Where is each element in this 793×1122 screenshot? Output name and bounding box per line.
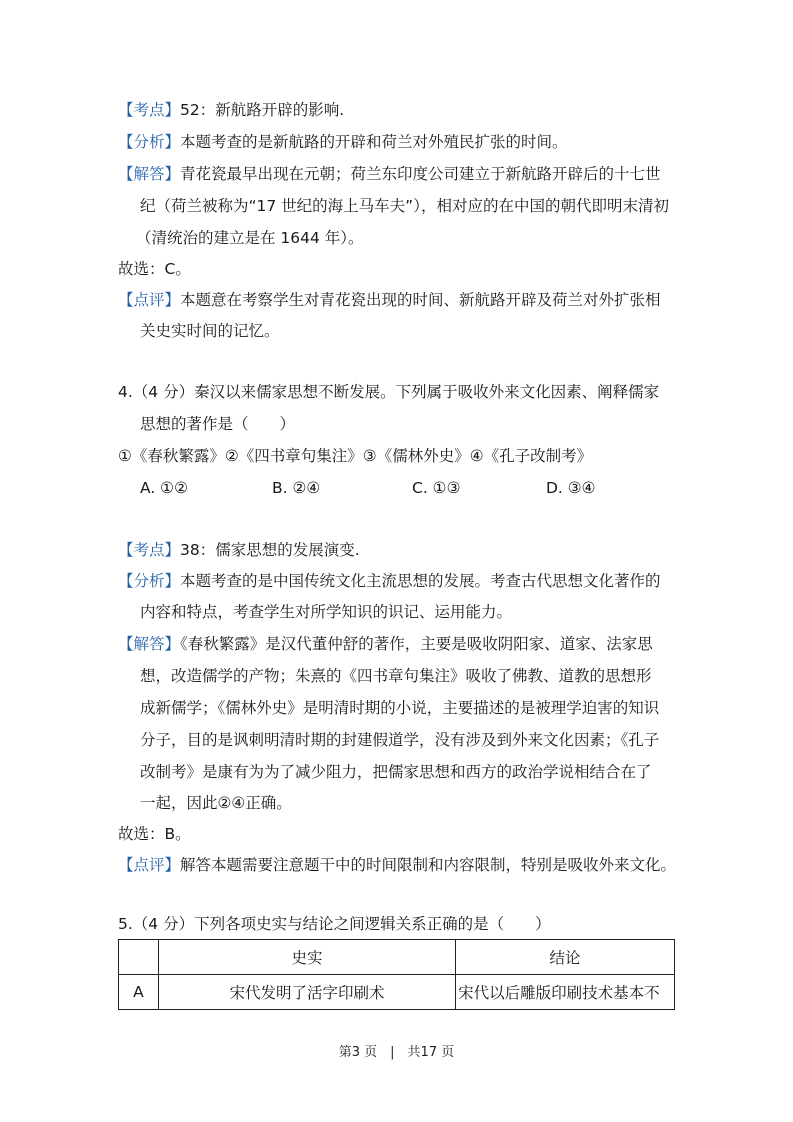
- dianping-tag: 【点评】: [118, 291, 181, 309]
- q4-jieda: 【解答】《春秋繁露》是汉代董仲舒的著作，主要是吸收阴阳家、道家、法家思: [118, 635, 653, 653]
- kaodian-tag: 【考点】: [118, 541, 181, 559]
- q4-jieda-line-4: 分子，目的是讽刺明清时期的封建假道学，没有涉及到外来文化因素；《孔子: [140, 731, 660, 749]
- dianping-tag: 【点评】: [118, 856, 181, 874]
- page-footer: 第3 页 | 共17 页: [338, 1045, 455, 1060]
- q4-option-d: D. ③④: [546, 479, 596, 497]
- fenxi-tag: 【分析】: [118, 133, 181, 151]
- table-header-cell: 史实: [158, 940, 455, 975]
- q3-jieda-line-2: 纪（荷兰被称为“17 世纪的海上马车夫”），相对应的在中国的朝代即明末清初: [140, 197, 669, 215]
- q4-jieda-line-6: 一起，因此②④正确。: [140, 794, 292, 812]
- q3-dianping-line-2: 关史实时间的记忆。: [140, 322, 280, 340]
- table-cell: 宋代以后雕版印刷技术基本不: [456, 975, 675, 1010]
- q4-fenxi: 【分析】本题考查的是中国传统文化主流思想的发展。考查古代思想文化著作的: [118, 572, 661, 590]
- fenxi-tag: 【分析】: [118, 572, 181, 590]
- table-cell: A: [119, 975, 159, 1010]
- jieda-tag: 【解答】: [118, 165, 181, 183]
- table-header-cell: 结论: [456, 940, 675, 975]
- table-row: [119, 975, 675, 1010]
- q4-jieda-line-5: 改制考》是康有为为了减少阻力，把儒家思想和西方的政治学说相结合在了: [140, 763, 652, 781]
- q4-dianping: 【点评】解答本题需要注意题干中的时间限制和内容限制，特别是吸收外来文化。: [118, 856, 677, 874]
- q4-fenxi-line-2: 内容和特点，考查学生对所学知识的识记、运用能力。: [140, 603, 513, 621]
- q4-option-a: A. ①②: [140, 479, 188, 497]
- q4-option-c: C. ①③: [412, 479, 461, 497]
- jieda-tag: 【解答】: [118, 635, 181, 653]
- q3-fenxi: 【分析】本题考查的是新航路的开辟和荷兰对外殖民扩张的时间。: [118, 133, 568, 151]
- q4-answer: 故选：B。: [118, 825, 191, 843]
- q3-jieda-line-3: （清统治的建立是在 1644 年）。: [136, 229, 364, 247]
- q4-option-b: B. ②④: [272, 479, 321, 497]
- q4-stem: 4.（4 分）秦汉以来儒家思想不断发展。下列属于吸收外来文化因素、阐释儒家: [118, 383, 660, 401]
- q3-dianping: 【点评】本题意在考察学生对青花瓷出现的时间、新航路开辟及荷兰对外扩张相: [118, 291, 661, 309]
- q4-jieda-line-3: 成新儒学；《儒林外史》是明清时期的小说，主要描述的是被理学迫害的知识: [140, 699, 660, 717]
- table-header-row: [119, 940, 675, 975]
- table-cell: 宋代发明了活字印刷术: [158, 975, 455, 1010]
- table-header-cell: [119, 940, 159, 975]
- q5-table: [118, 939, 675, 1010]
- q3-kaodian: 【考点】52：新航路开辟的影响.: [118, 101, 345, 119]
- q4-jieda-line-2: 想，改造儒学的产物；朱熹的《四书章句集注》吸收了佛教、道教的思想形: [140, 667, 652, 685]
- q4-items: ①《春秋繁露》②《四书章句集注》③《儒林外史》④《孔子改制考》: [118, 447, 593, 465]
- kaodian-tag: 【考点】: [118, 101, 181, 119]
- q3-answer: 故选：C。: [118, 260, 191, 278]
- q4-kaodian: 【考点】38：儒家思想的发展演变.: [118, 541, 360, 559]
- q5-stem: 5.（4 分）下列各项史实与结论之间逻辑关系正确的是（ ）: [118, 915, 551, 933]
- q4-stem-line-2: 思想的著作是（ ）: [140, 415, 296, 433]
- q3-jieda: 【解答】青花瓷最早出现在元朝；荷兰东印度公司建立于新航路开辟后的十七世: [118, 165, 661, 183]
